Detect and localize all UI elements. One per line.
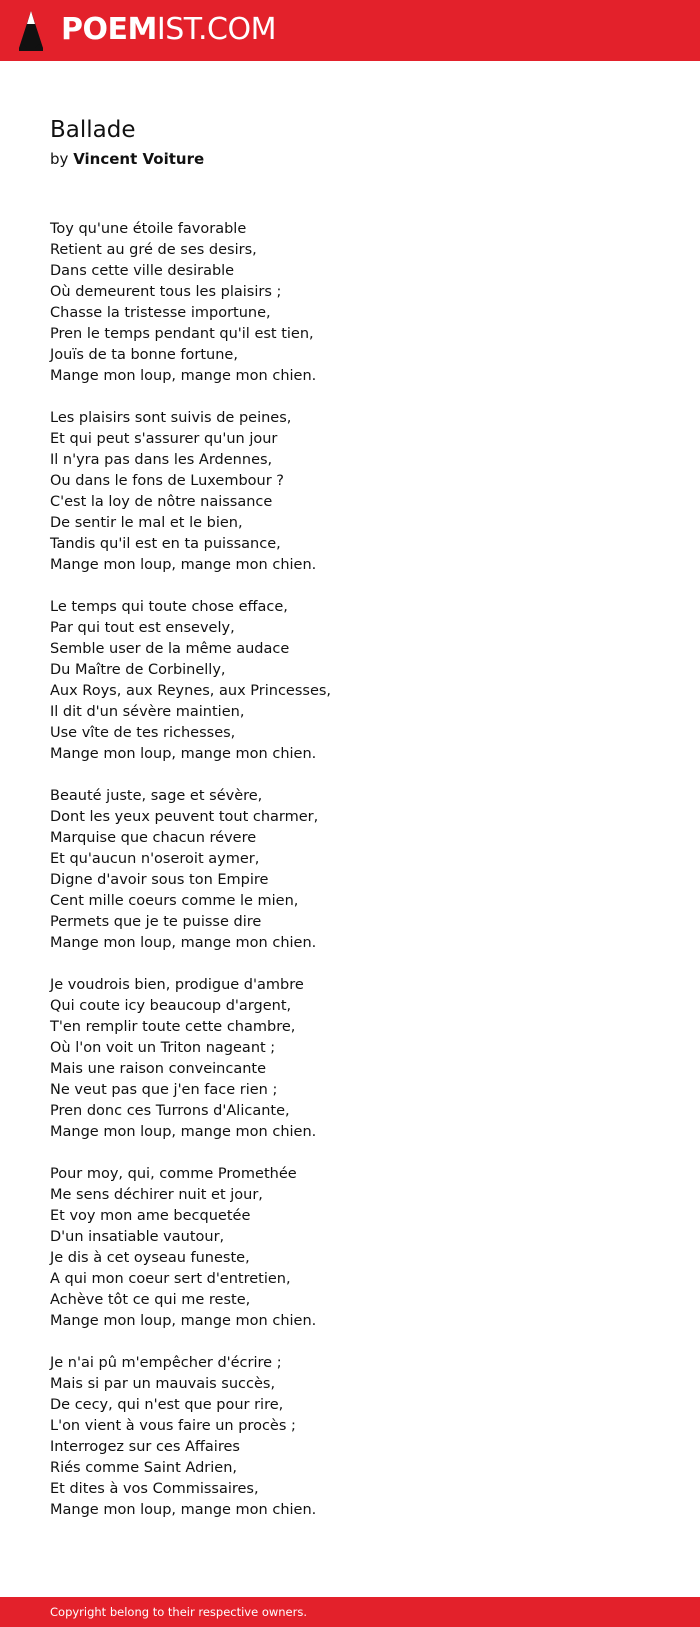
poem-stanza [50,597,650,765]
poem-line: Je n'ai pû m'empêcher d'écrire ; [50,1355,282,1371]
poem-stanza [50,786,650,954]
poem-line: Je dis à cet oyseau funeste, [50,1250,250,1266]
poem-line: Mange mon loup, mange mon chien. [50,1502,317,1518]
poem-byline [50,149,204,169]
poem-line: Digne d'avoir sous ton Empire [50,872,269,888]
poem-line: Ne veut pas que j'en face rien ; [50,1082,278,1098]
poem-line: D'un insatiable vautour, [50,1229,225,1245]
poem-line: C'est la loy de nôtre naissance [50,494,273,510]
site-header [0,0,700,61]
site-footer [0,1597,700,1627]
poem-line: Tandis qu'il est en ta puissance, [50,536,281,552]
poem-line: T'en remplir toute cette chambre, [50,1019,296,1035]
poem-stanza [50,1353,650,1521]
poem-line: Mange mon loup, mange mon chien. [50,1124,317,1140]
poem-line: Mais une raison conveincante [50,1061,267,1077]
poem-line: Achève tôt ce qui me reste, [50,1292,251,1308]
poem-line: Chasse la tristesse importune, [50,305,271,321]
poem-line: Et qu'aucun n'oseroit aymer, [50,851,260,867]
poem-line: Ou dans le fons de Luxembour ? [50,473,285,489]
logo-text-bold: POEM [61,12,157,47]
pencil-tip-icon[interactable] [18,10,44,52]
poem-line: Pren donc ces Turrons d'Alicante, [50,1103,290,1119]
poem-line: Toy qu'une étoile favorable [50,221,247,237]
by-label: by [50,150,69,168]
logo-text-light: IST.COM [156,12,276,47]
poem-line: Mange mon loup, mange mon chien. [50,746,317,762]
poem-line: Interrogez sur ces Affaires [50,1439,240,1455]
poem-line: De cecy, qui n'est que pour rire, [50,1397,284,1413]
poem-line: Dont les yeux peuvent tout charmer, [50,809,319,825]
poem-stanza [50,219,650,387]
poem-line: Il dit d'un sévère maintien, [50,704,245,720]
copyright-notice: Copyright belong to their respective owners. [50,1605,308,1619]
poem-line: L'on vient à vous faire un procès ; [50,1418,296,1434]
poem-line: Il n'yra pas dans les Ardennes, [50,452,273,468]
poem-line: Les plaisirs sont suivis de peines, [50,410,292,426]
site-logo[interactable] [61,12,276,48]
poem-line: Mange mon loup, mange mon chien. [50,557,317,573]
poem-body [50,219,650,1542]
poem-line: Riés comme Saint Adrien, [50,1460,237,1476]
poem-line: Me sens déchirer nuit et jour, [50,1187,263,1203]
poem-line: Pren le temps pendant qu'il est tien, [50,326,314,342]
poem-line: Et qui peut s'assurer qu'un jour [50,431,278,447]
poem-stanza [50,975,650,1143]
poem-line: Semble user de la même audace [50,641,290,657]
poem-line: Permets que je te puisse dire [50,914,262,930]
poem-line: Mange mon loup, mange mon chien. [50,1313,317,1329]
poem-line: Où demeurent tous les plaisirs ; [50,284,282,300]
poem-line: Cent mille coeurs comme le mien, [50,893,299,909]
poem-stanza [50,408,650,576]
poem-line: Beauté juste, sage et sévère, [50,788,263,804]
poem-line: Aux Roys, aux Reynes, aux Princesses, [50,683,332,699]
poem-line: Mange mon loup, mange mon chien. [50,935,317,951]
poem-line: Par qui tout est ensevely, [50,620,235,636]
poem-line: Le temps qui toute chose efface, [50,599,288,615]
poem-line: Pour moy, qui, comme Promethée [50,1166,297,1182]
poem-line: Dans cette ville desirable [50,263,235,279]
poem-author: Vincent Voiture [73,150,205,168]
poem-stanza [50,1164,650,1332]
poem-line: Du Maître de Corbinelly, [50,662,226,678]
poem-line: Où l'on voit un Triton nageant ; [50,1040,276,1056]
poem-line: Mais si par un mauvais succès, [50,1376,276,1392]
poem-line: Mange mon loup, mange mon chien. [50,368,317,384]
poem-line: Jouïs de ta bonne fortune, [50,347,238,363]
poem-line: Use vîte de tes richesses, [50,725,236,741]
poem-line: A qui mon coeur sert d'entretien, [50,1271,291,1287]
poem-title: Ballade [50,117,136,143]
poem-line: Retient au gré de ses desirs, [50,242,257,258]
poem-line: Et dites à vos Commissaires, [50,1481,259,1497]
poem-line: Marquise que chacun révere [50,830,257,846]
poem-line: Qui coute icy beaucoup d'argent, [50,998,292,1014]
poem-line: Et voy mon ame becquetée [50,1208,251,1224]
poem-line: De sentir le mal et le bien, [50,515,243,531]
poem-line: Je voudrois bien, prodigue d'ambre [50,977,304,993]
